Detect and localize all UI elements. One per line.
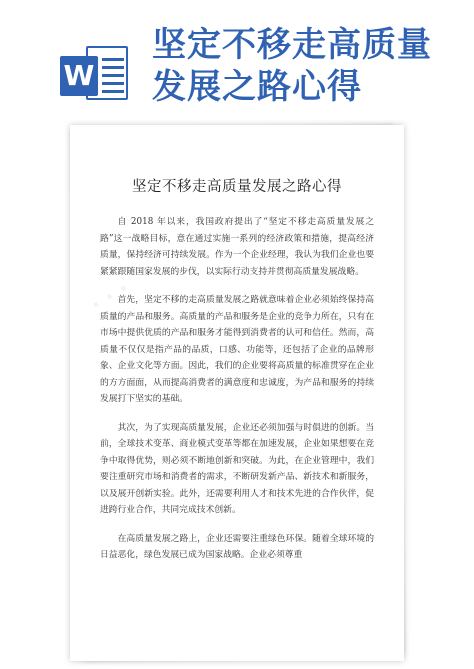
paragraph-1: 自 2018 年以来，我国政府提出了“坚定不移走高质量发展之路”这一战略目标，意在通过实施一系列的经济政策和措施，提高经济质量，保持经济可持续发展。作为一个企业经理，我认为我们企业也要紧紧跟随国家发展的步伐，以实际行动支持并贯彻高质量发展战略。 [100, 217, 374, 277]
word-document-icon [60, 42, 130, 104]
document-page: · · · 坚定不移走高质量发展之路心得 自 2018 年以来，我国政府提出了“坚定不移走高质量发展之路”这一战略目标，意在通过实施一系列的经济政策和措施，提高经济质量，保持经济可持续发展。作为一个企业经理，我认为我们企业也要紧紧跟随国家发展的步伐，以实际行动支持并贯彻高质量发展战略。 首先，坚定不移的走高质量发展之路就意味着企业必须始终保持高质量的产品和服务。高质量的产品和服务是企业的竞争力所在，只有在市场中提供优质的产品和服务才能得到消费者的认可和信任。然而，高质量不仅仅是指产品的品质，口感、功能等，还包括了企业的品牌形象、企业文化等方面。因此，我们的企业要将高质量的标准贯穿在企业的方方面面，从而提高消费者的满意度和忠诚度，为产品和服务的持续发展打下坚实的基础。 其次，为了实现高质量发展，企业还必须加强与时俱进的创新。当前，全球技术变革、商业模式变革等都在加速发展，企业如果想要在竞争中取得优势，则必须不断地创新和突破。为此，在企业管理中，我们要注重研究市场和消费者的需求，不断研发新产品、新技术和新服务，以及展开创新实验。此外，还需要利用人才和技术先进的合作伙伴，促进跨行业合作，共同完成技术创新。 在高质量发展之路上，企业还需要注重绿色环保。随着全球环境的日益恶化，绿色发展已成为国家战略。企业必须尊重 [70, 125, 404, 661]
document-title: 坚定不移走高质量发展之路心得 [132, 179, 342, 195]
banner-title-line2: 发展之路心得 [152, 67, 362, 107]
paragraph-3: 其次，为了实现高质量发展，企业还必须加强与时俱进的创新。当前，全球技术变革、商业模式变革等都在加速发展，企业如果想要在竞争中取得优势，则必须不断地创新和突破。为此，在企业管理中，我们要注重研究市场和消费者的需求，不断研发新产品、新技术和新服务，以及展开创新实验。此外，还需要利用人才和技术先进的合作伙伴，促进跨行业合作，共同完成技术创新。 [100, 422, 374, 515]
banner-title-line1: 坚定不移走高质量 [152, 25, 432, 65]
paragraph-4: 在高质量发展之路上，企业还需要注重绿色环保。随着全球环境的日益恶化，绿色发展已成为国家战略。企业必须尊重 [100, 533, 374, 560]
banner [0, 0, 474, 120]
banner-title [152, 24, 462, 108]
paragraph-2: 首先，坚定不移的走高质量发展之路就意味着企业必须始终保持高质量的产品和服务。高质量的产品和服务是企业的竞争力所在，只有在市场中提供优质的产品和服务才能得到消费者的认可和信任。然而，高质量不仅仅是指产品的品质，口感、功能等，还包括了企业的品牌形象、企业文化等方面。因此，我们的企业要将高质量的标准贯穿在企业的方方面面，从而提高消费者的满意度和忠诚度，为产品和服务的持续发展打下坚实的基础。 [100, 295, 374, 404]
word-badge-letter: W [60, 56, 98, 96]
